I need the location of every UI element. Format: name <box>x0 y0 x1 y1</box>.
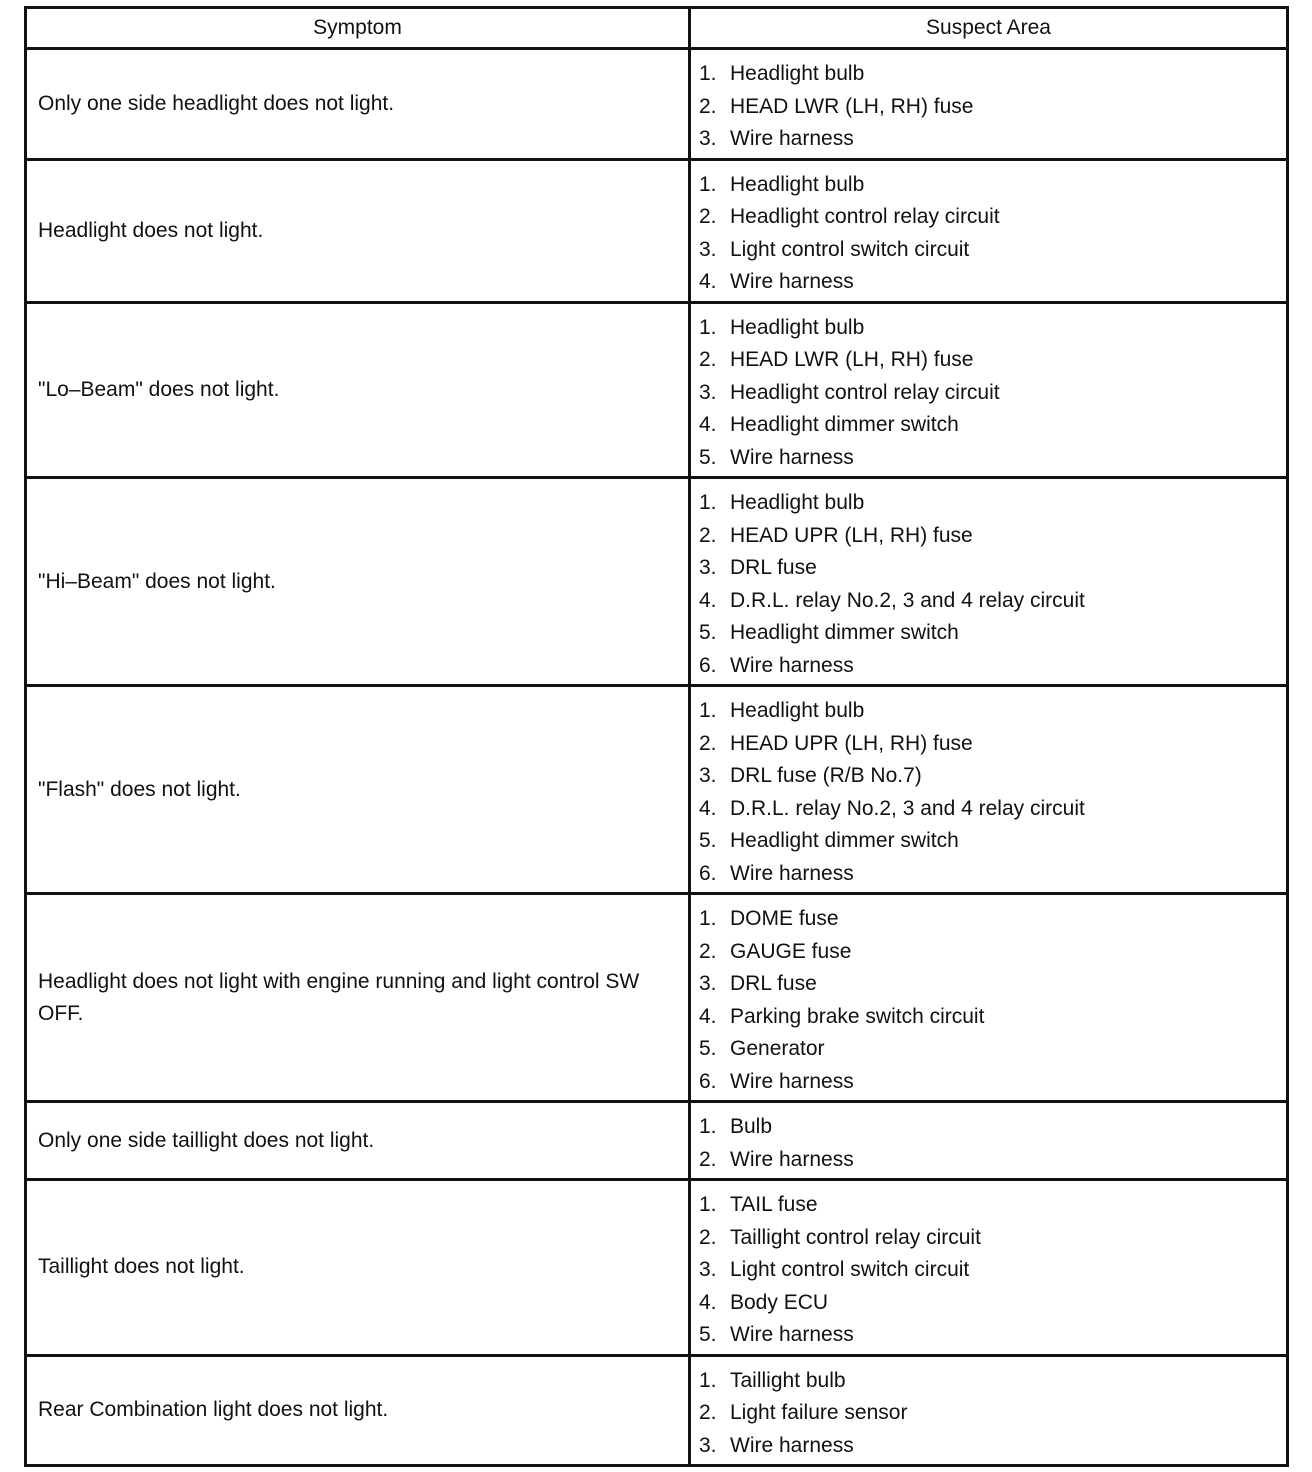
item-text: Light control switch circuit <box>730 1258 970 1281</box>
symptom-cell: Taillight does not light. <box>26 1180 690 1356</box>
item-text: Headlight bulb <box>730 491 865 514</box>
list-item <box>699 520 1286 553</box>
suspect-area-list <box>699 695 1286 890</box>
list-item <box>699 312 1286 345</box>
suspect-area-cell <box>690 1355 1288 1466</box>
item-text: Wire harness <box>730 1069 854 1093</box>
symptom-cell: Headlight does not light. <box>26 159 690 302</box>
list-item <box>699 58 1286 91</box>
list-item <box>699 409 1286 442</box>
suspect-area-cell <box>690 159 1288 302</box>
list-item <box>699 617 1286 650</box>
item-number: 6. <box>699 861 717 885</box>
item-number: 4. <box>699 413 717 436</box>
item-number: 3. <box>699 127 717 150</box>
item-number: 5. <box>699 829 717 852</box>
symptom-cell: Only one side headlight does not light. <box>26 49 690 160</box>
item-text: Wire harness <box>730 127 854 150</box>
symptom-cell: Only one side taillight does not light. <box>26 1102 690 1180</box>
list-item <box>699 344 1286 377</box>
item-text: Taillight control relay circuit <box>730 1225 981 1249</box>
item-number: 1. <box>699 1368 717 1392</box>
suspect-area-cell <box>690 1180 1288 1356</box>
item-number: 2. <box>699 1147 717 1171</box>
table-row <box>26 1102 1288 1180</box>
item-number: 3. <box>699 764 717 787</box>
list-item <box>699 266 1286 299</box>
item-text: TAIL fuse <box>730 1193 818 1216</box>
item-number: 4. <box>699 1290 717 1314</box>
item-text: Headlight dimmer switch <box>730 829 959 852</box>
item-text: Wire harness <box>730 1323 854 1346</box>
item-text: Light failure sensor <box>730 1401 908 1424</box>
item-number: 2. <box>699 205 717 228</box>
item-text: Taillight bulb <box>730 1368 846 1392</box>
list-item <box>699 1222 1286 1255</box>
item-text: HEAD UPR (LH, RH) fuse <box>730 523 973 547</box>
item-number: 5. <box>699 1323 717 1346</box>
symptom-cell: Rear Combination light does not light. <box>26 1355 690 1466</box>
item-number: 1. <box>699 699 717 722</box>
item-text: Headlight dimmer switch <box>730 621 959 644</box>
item-text: Wire harness <box>730 861 854 885</box>
item-number: 1. <box>699 315 717 339</box>
list-item <box>699 585 1286 618</box>
list-item <box>699 1430 1286 1463</box>
suspect-area-header: Suspect Area <box>690 8 1288 49</box>
table-row <box>26 1180 1288 1356</box>
list-item <box>699 487 1286 520</box>
item-text: HEAD UPR (LH, RH) fuse <box>730 731 973 755</box>
item-text: DRL fuse <box>730 556 817 579</box>
table-row <box>26 894 1288 1102</box>
symptom-cell: "Hi–Beam" does not light. <box>26 478 690 686</box>
list-item <box>699 793 1286 826</box>
list-item <box>699 442 1286 475</box>
list-item <box>699 968 1286 1001</box>
item-number: 3. <box>699 556 717 579</box>
item-text: Headlight bulb <box>730 699 865 722</box>
item-number: 1. <box>699 1115 717 1138</box>
suspect-area-cell <box>690 49 1288 160</box>
table-row <box>26 686 1288 894</box>
list-item <box>699 377 1286 410</box>
item-number: 6. <box>699 1069 717 1093</box>
item-text: DOME fuse <box>730 907 839 930</box>
item-number: 2. <box>699 1401 717 1424</box>
list-item <box>699 123 1286 156</box>
item-number: 1. <box>699 491 717 514</box>
list-item <box>699 903 1286 936</box>
item-number: 2. <box>699 523 717 547</box>
list-item <box>699 1319 1286 1352</box>
suspect-area-cell <box>690 894 1288 1102</box>
item-number: 4. <box>699 796 717 820</box>
list-item <box>699 1111 1286 1144</box>
symptom-header: Symptom <box>26 8 690 49</box>
suspect-area-list <box>699 1111 1286 1176</box>
list-item <box>699 1033 1286 1066</box>
list-item <box>699 650 1286 683</box>
item-text: Wire harness <box>730 1433 854 1457</box>
list-item <box>699 1254 1286 1287</box>
symptom-cell: Headlight does not light with engine running and light control SW OFF. <box>26 894 690 1102</box>
item-text: Headlight dimmer switch <box>730 413 959 436</box>
item-text: D.R.L. relay No.2, 3 and 4 relay circuit <box>730 588 1085 612</box>
suspect-area-cell <box>690 302 1288 478</box>
item-text: Wire harness <box>730 270 854 293</box>
list-item <box>699 728 1286 761</box>
list-item <box>699 169 1286 202</box>
item-number: 3. <box>699 237 717 261</box>
item-text: HEAD LWR (LH, RH) fuse <box>730 348 974 371</box>
list-item <box>699 234 1286 267</box>
item-text: Bulb <box>730 1115 773 1138</box>
suspect-area-cell <box>690 478 1288 686</box>
item-text: Headlight bulb <box>730 172 865 196</box>
list-item <box>699 825 1286 858</box>
list-item <box>699 936 1286 969</box>
item-number: 3. <box>699 1433 717 1457</box>
suspect-area-list <box>699 58 1286 156</box>
suspect-area-list <box>699 487 1286 682</box>
suspect-area-cell <box>690 1102 1288 1180</box>
item-number: 1. <box>699 1193 717 1216</box>
suspect-area-list <box>699 169 1286 299</box>
table-row <box>26 478 1288 686</box>
list-item <box>699 1365 1286 1398</box>
list-item <box>699 91 1286 124</box>
item-text: Headlight bulb <box>730 62 865 85</box>
item-text: Body ECU <box>730 1290 829 1314</box>
item-text: Parking brake switch circuit <box>730 1004 985 1028</box>
item-number: 3. <box>699 380 717 404</box>
item-number: 2. <box>699 939 717 963</box>
troubleshooting-table <box>24 6 1289 1467</box>
item-text: Wire harness <box>730 445 854 469</box>
item-text: GAUGE fuse <box>730 939 852 963</box>
item-number: 6. <box>699 653 717 677</box>
header-row <box>26 8 1288 49</box>
suspect-area-list <box>699 1189 1286 1352</box>
item-text: Headlight control relay circuit <box>730 205 1000 228</box>
item-number: 5. <box>699 1037 717 1060</box>
suspect-area-list <box>699 1365 1286 1463</box>
table-row <box>26 1355 1288 1466</box>
item-number: 3. <box>699 1258 717 1281</box>
item-text: Headlight bulb <box>730 315 865 339</box>
table-row <box>26 302 1288 478</box>
item-number: 2. <box>699 348 717 371</box>
suspect-area-list <box>699 903 1286 1098</box>
list-item <box>699 201 1286 234</box>
item-number: 1. <box>699 907 717 930</box>
list-item <box>699 858 1286 891</box>
list-item <box>699 1001 1286 1034</box>
item-number: 4. <box>699 1004 717 1028</box>
list-item <box>699 1189 1286 1222</box>
table-row <box>26 159 1288 302</box>
item-text: Generator <box>730 1037 825 1060</box>
item-number: 5. <box>699 445 717 469</box>
item-number: 1. <box>699 172 717 196</box>
item-number: 4. <box>699 270 717 293</box>
item-number: 2. <box>699 94 717 118</box>
item-text: DRL fuse (R/B No.7) <box>730 764 922 787</box>
item-text: Wire harness <box>730 1147 854 1171</box>
item-text: DRL fuse <box>730 972 817 995</box>
item-text: D.R.L. relay No.2, 3 and 4 relay circuit <box>730 796 1085 820</box>
item-text: HEAD LWR (LH, RH) fuse <box>730 94 974 118</box>
item-number: 2. <box>699 731 717 755</box>
item-number: 1. <box>699 62 717 85</box>
item-number: 4. <box>699 588 717 612</box>
item-number: 3. <box>699 972 717 995</box>
item-text: Wire harness <box>730 653 854 677</box>
symptom-cell: "Lo–Beam" does not light. <box>26 302 690 478</box>
item-number: 2. <box>699 1225 717 1249</box>
table-body <box>26 49 1288 1466</box>
list-item <box>699 1066 1286 1099</box>
list-item <box>699 1397 1286 1430</box>
list-item <box>699 695 1286 728</box>
list-item <box>699 1287 1286 1320</box>
symptom-cell: "Flash" does not light. <box>26 686 690 894</box>
suspect-area-list <box>699 312 1286 475</box>
list-item <box>699 1144 1286 1177</box>
item-number: 5. <box>699 621 717 644</box>
suspect-area-cell <box>690 686 1288 894</box>
list-item <box>699 552 1286 585</box>
table-row <box>26 49 1288 160</box>
list-item <box>699 760 1286 793</box>
item-text: Light control switch circuit <box>730 237 970 261</box>
item-text: Headlight control relay circuit <box>730 380 1000 404</box>
